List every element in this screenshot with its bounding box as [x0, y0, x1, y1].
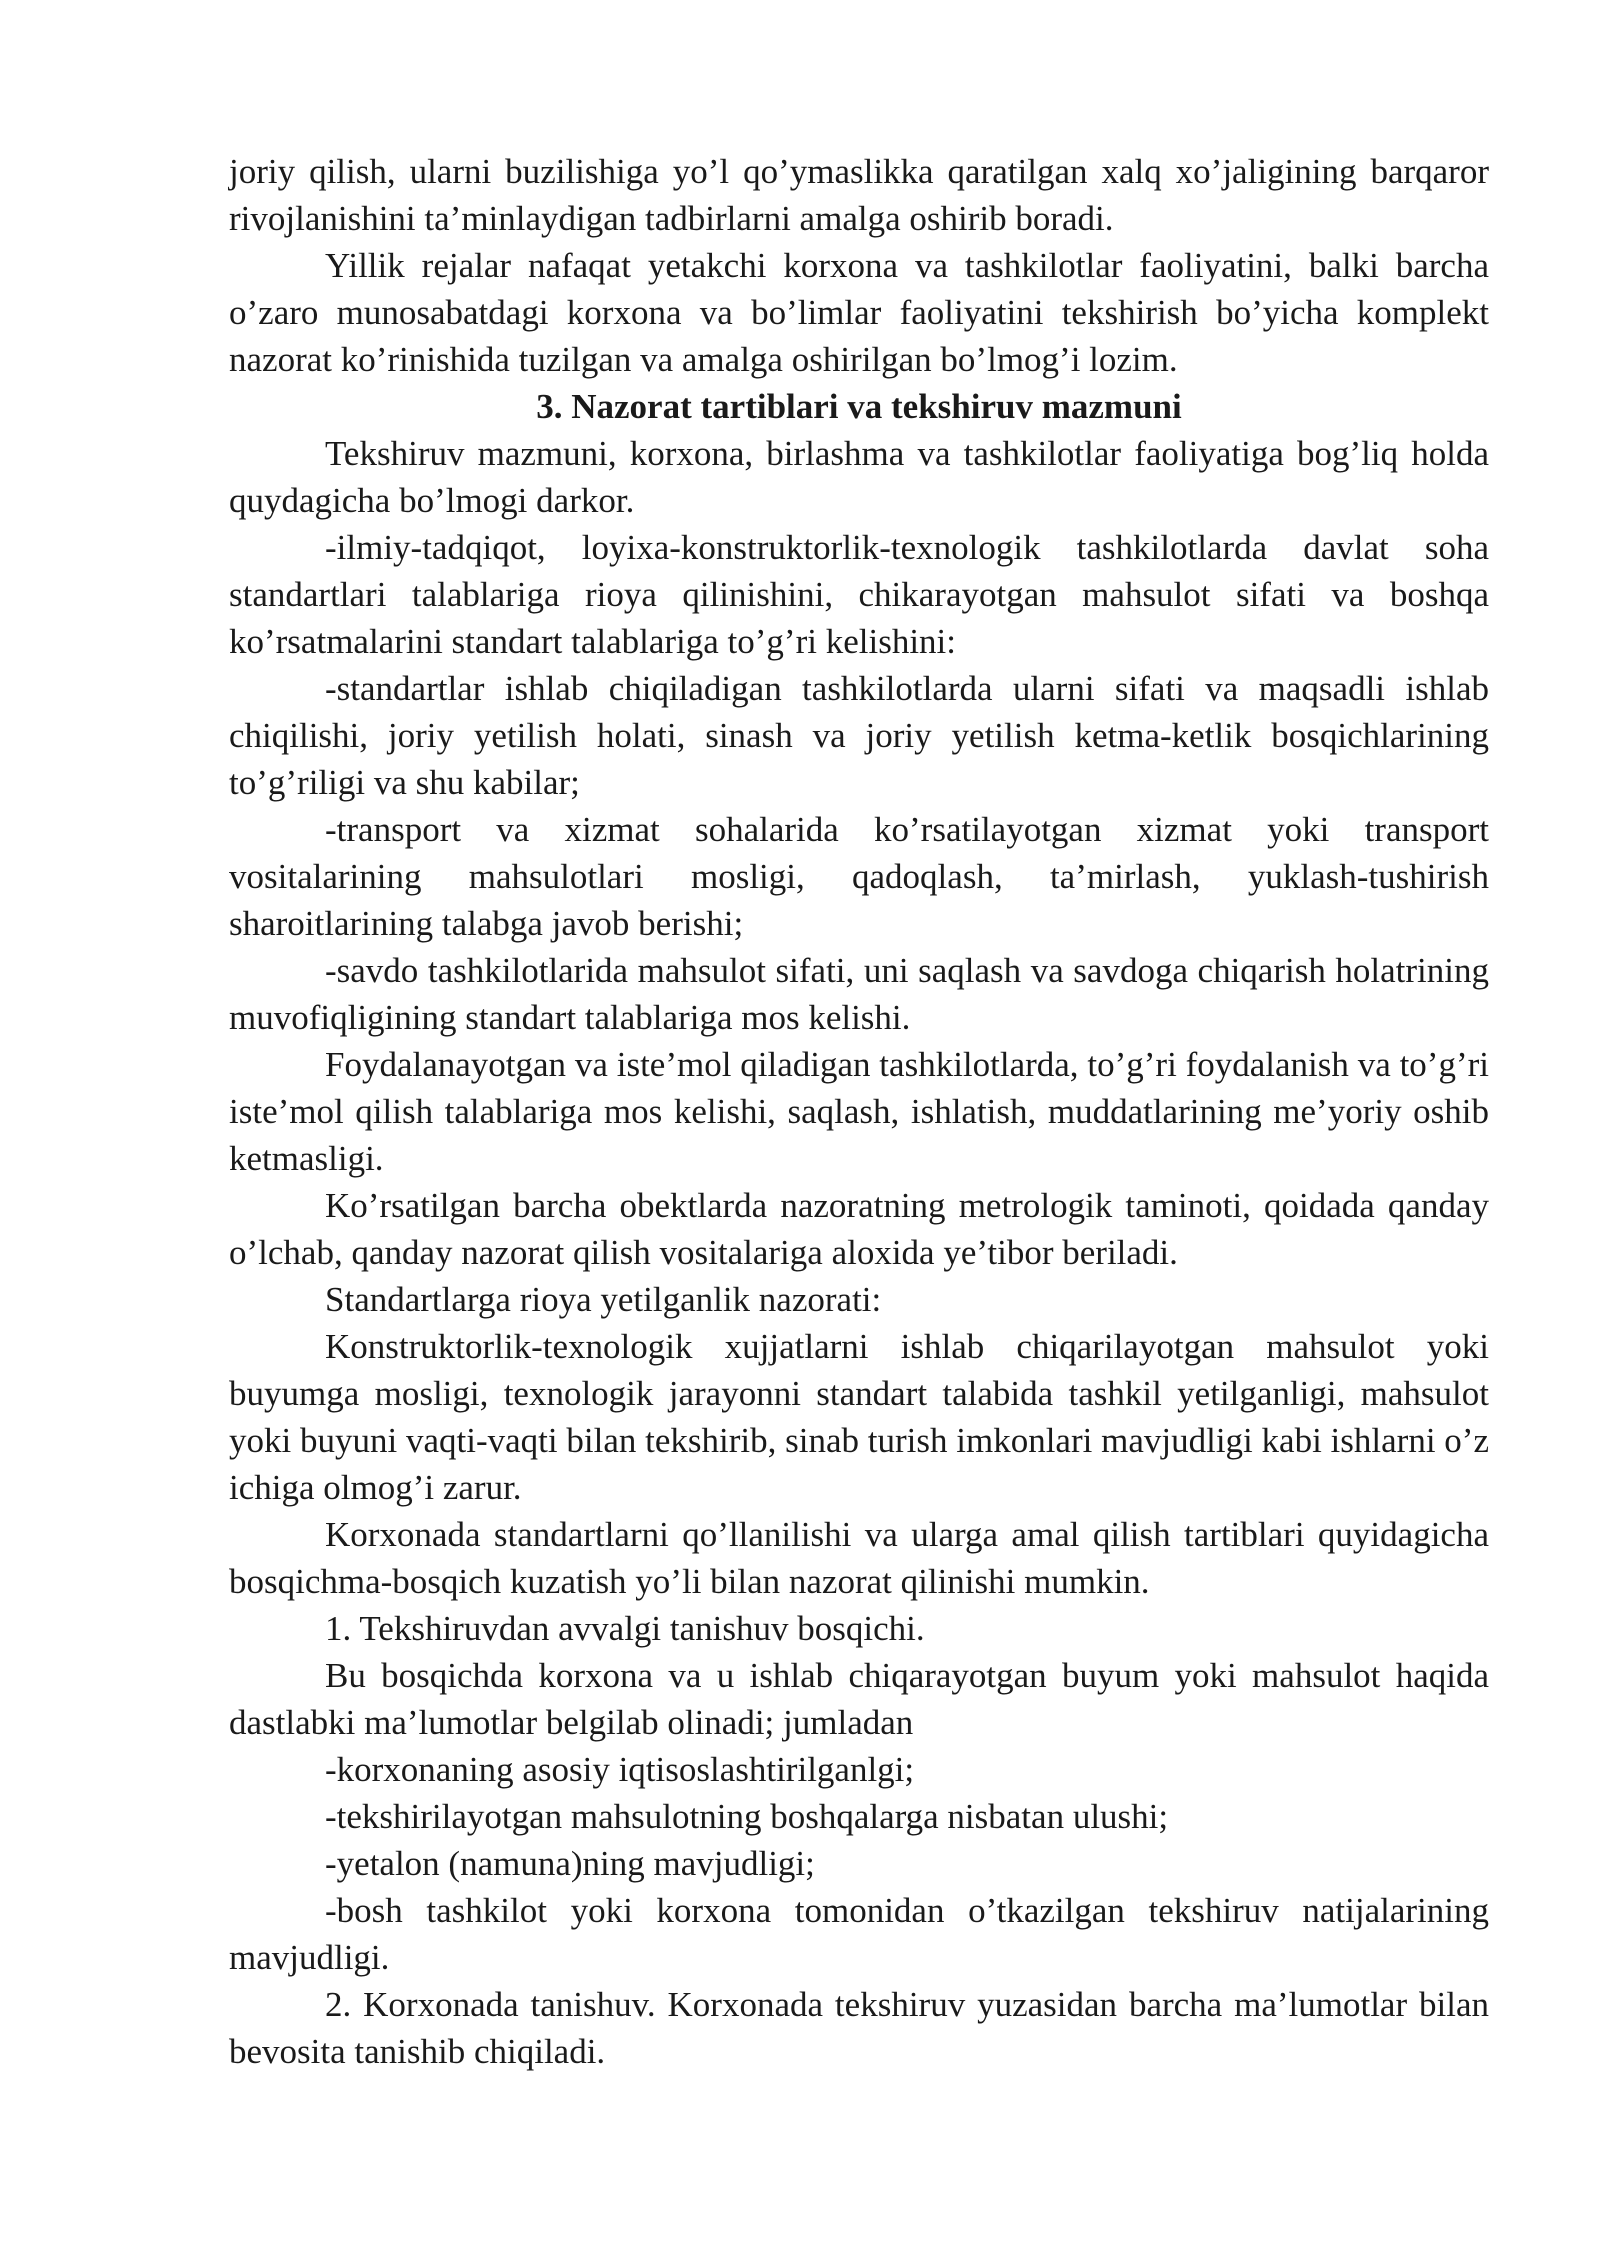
list-item: -transport va xizmat sohalarida ko’rsatilayotgan xizmat yoki transport vositalarining mahsulotlari mosligi, qadoqlash, ta’mirlash, yuklash-tushirish sharoitlarining talabga javob berishi;: [229, 810, 1489, 943]
paragraph: Foydalanayotgan va iste’mol qiladigan tashkilotlarda, to’g’ri foydalanish va to’g’ri iste’mol qilish talablariga mos kelishi, saqlash, ishlatish, muddatlarining me’yoriy oshib ketmasligi.: [229, 1045, 1489, 1178]
document-page: [229, 148, 1489, 2075]
stage-heading: 1. Tekshiruvdan avvalgi tanishuv bosqichi.: [325, 1609, 925, 1648]
paragraph: Bu bosqichda korxona va u ishlab chiqarayotgan buyum yoki mahsulot haqida dastlabki ma’lumotlar belgilab olinadi; jumladan: [229, 1656, 1489, 1742]
paragraph: Ko’rsatilgan barcha obektlarda nazoratning metrologik taminoti, qoidada qanday o’lchab, qanday nazorat qilish vositalariga aloxida ye’tibor beriladi.: [229, 1186, 1489, 1272]
list-item: -ilmiy-tadqiqot, loyixa-konstruktorlik-texnologik tashkilotlarda davlat soha standartlari talablariga rioya qilinishini, chikarayotgan mahsulot sifati va boshqa ko’rsatmalarini standart talablariga to’g’ri kelishini:: [229, 528, 1489, 661]
paragraph-continuation: joriy qilish, ularni buzilishiga yo’l qo’ymaslikka qaratilgan xalq xo’jaligining barqaror rivojlanishini ta’minlaydigan tadbirlarni amalga oshirib boradi.: [229, 152, 1489, 238]
list-item: -standartlar ishlab chiqiladigan tashkilotlarda ularni sifati va maqsadli ishlab chiqilishi, joriy yetilish holati, sinash va joriy yetilish ketma-ketlik bosqichlarining to’g’riligi va shu kabilar;: [229, 669, 1489, 802]
list-item: -tekshirilayotgan mahsulotning boshqalarga nisbatan ulushi;: [325, 1797, 1169, 1836]
list-item: -yetalon (namuna)ning mavjudligi;: [325, 1844, 815, 1883]
paragraph: Korxonada standartlarni qo’llanilishi va ularga amal qilish tartiblari quyidagicha bosqichma-bosqich kuzatish yo’li bilan nazorat qilinishi mumkin.: [229, 1515, 1489, 1601]
list-item: -korxonaning asosiy iqtisoslashtirilganlgi;: [325, 1750, 915, 1789]
paragraph: Tekshiruv mazmuni, korxona, birlashma va tashkilotlar faoliyatiga bog’liq holda quydagicha bo’lmogi darkor.: [229, 434, 1489, 520]
list-item: -savdo tashkilotlarida mahsulot sifati, uni saqlash va savdoga chiqarish holatrining muvofiqligining standart talablariga mos kelishi.: [229, 951, 1489, 1037]
paragraph: Konstruktorlik-texnologik xujjatlarni ishlab chiqarilayotgan mahsulot yoki buyumga mosligi, texnologik jarayonni standart talabida tashkil yetilganligi, mahsulot yoki buyuni vaqti-vaqti bilan tekshirib, sinab turish imkonlari mavjudligi kabi ishlarni o’z ichiga olmog’i zarur.: [229, 1327, 1489, 1507]
paragraph: Standartlarga rioya yetilganlik nazorati:: [325, 1280, 882, 1319]
paragraph-annual-plans: Yillik rejalar nafaqat yetakchi korxona va tashkilotlar faoliyatini, balki barcha o’zaro munosabatdagi korxona va bo’limlar faoliyatini tekshirish bo’yicha komplekt nazorat ko’rinishida tuzilgan va amalga oshirilgan bo’lmog’i lozim.: [229, 246, 1489, 379]
stage-paragraph: 2. Korxonada tanishuv. Korxonada tekshiruv yuzasidan barcha ma’lumotlar bilan bevosita tanishib chiqiladi.: [229, 1985, 1489, 2071]
section-heading: 3. Nazorat tartiblari va tekshiruv mazmuni: [536, 387, 1182, 426]
list-item: -bosh tashkilot yoki korxona tomonidan o’tkazilgan tekshiruv natijalarining mavjudligi.: [229, 1891, 1489, 1977]
